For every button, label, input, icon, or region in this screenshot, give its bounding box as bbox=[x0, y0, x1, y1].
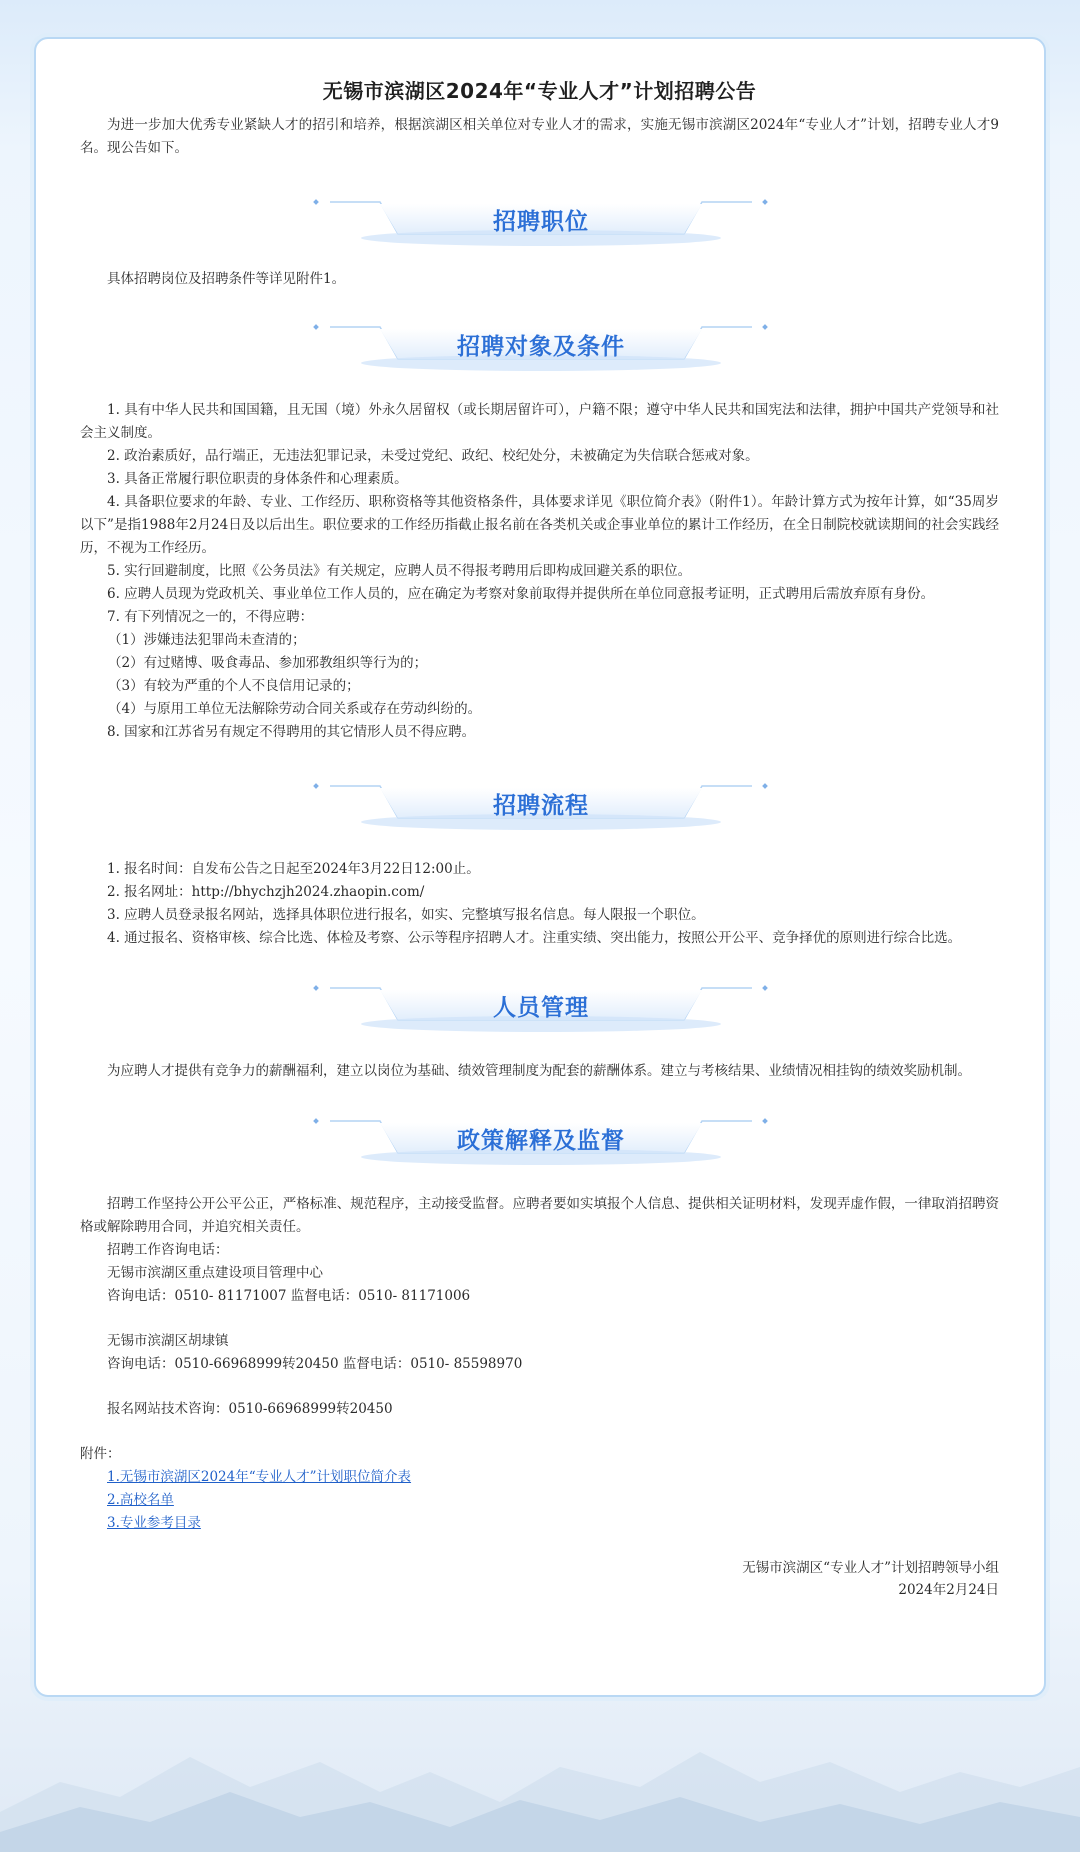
section-heading-text: 政策解释及监督 bbox=[457, 1127, 625, 1154]
management-text: 为应聘人才提供有竞争力的薪酬福利，建立以岗位为基础、绩效管理制度为配套的薪酬体系。建立与考核结果、业绩情况相挂钩的绩效奖励机制。 bbox=[107, 1063, 971, 1079]
attachments-label: 附件： bbox=[80, 1446, 121, 1462]
list-item: （3）有较为严重的个人不良信用记录的； bbox=[108, 678, 360, 694]
section-heading-text: 招聘对象及条件 bbox=[457, 333, 625, 360]
tech-support-phone: 报名网站技术咨询：0510-66968999转20450 bbox=[107, 1401, 393, 1417]
section-heading-process bbox=[80, 766, 999, 846]
signature-date: 2024年2月24日 bbox=[898, 1582, 999, 1598]
list-item: （2）有过赌博、吸食毒品、参加邪教组织等行为的； bbox=[108, 655, 428, 671]
page-title: 无锡市滨湖区2024年“专业人才”计划招聘公告 bbox=[322, 79, 757, 103]
list-item: 4. 具备职位要求的年龄、专业、工作经历、职称资格等其他资格条件，具体要求详见《职位简介表》（附件1）。年龄计算方式为按年计算，如“35周岁以下”是指1988年2月24日及以后出生。职位要求的工作经历指截止报名前在各类机关或企事业单位的累计工作经历，在全日制院校就读期间的社会实践经历，不视为工作经历。 bbox=[80, 494, 999, 556]
section-heading-policy bbox=[80, 1101, 999, 1181]
attachment-link-3[interactable]: 3.专业参考目录 bbox=[107, 1515, 201, 1531]
list-item: 2. 报名网址：http://bhychzjh2024.zhaopin.com/ bbox=[107, 884, 425, 900]
list-item: 8. 国家和江苏省另有规定不得聘用的其它情形人员不得应聘。 bbox=[107, 724, 476, 740]
list-item: 4. 通过报名、资格审核、综合比选、体检及考察、公示等程序招聘人才。注重实绩、突出能力，按照公开公平、竞争择优的原则进行综合比选。 bbox=[107, 930, 962, 946]
org2-phones: 咨询电话：0510-66968999转20450 监督电话：0510- 85598970 bbox=[107, 1356, 523, 1372]
list-item: 5. 实行回避制度，比照《公务员法》有关规定，应聘人员不得报考聘用后即构成回避关系的职位。 bbox=[107, 563, 692, 579]
conditions-list bbox=[80, 399, 999, 744]
list-item: 2. 政治素质好，品行端正，无违法犯罪记录，未受过党纪、政纪、校纪处分，未被确定为失信联合惩戒对象。 bbox=[107, 448, 759, 464]
section-heading-positions bbox=[80, 182, 999, 262]
org2-name: 无锡市滨湖区胡埭镇 bbox=[107, 1333, 229, 1349]
signature-org: 无锡市滨湖区“专业人才”计划招聘领导小组 bbox=[742, 1560, 999, 1576]
list-item: （4）与原用工单位无法解除劳动合同关系或存在劳动纠纷的。 bbox=[108, 701, 482, 717]
intro-paragraph: 为进一步加大优秀专业紧缺人才的招引和培养，根据滨湖区相关单位对专业人才的需求，实施无锡市滨湖区2024年“专业人才”计划，招聘专业人才9名。现公告如下。 bbox=[80, 117, 999, 156]
process-list bbox=[80, 858, 999, 950]
org1-name: 无锡市滨湖区重点建设项目管理中心 bbox=[107, 1265, 323, 1281]
list-item: 1. 具有中华人民共和国国籍，且无国（境）外永久居留权（或长期居留许可），户籍不限；遵守中华人民共和国宪法和法律，拥护中国共产党领导和社会主义制度。 bbox=[80, 402, 999, 441]
list-item: 3. 具备正常履行职位职责的身体条件和心理素质。 bbox=[107, 471, 408, 487]
list-item: 1. 报名时间：自发布公告之日起至2024年3月22日12:00止。 bbox=[107, 861, 480, 877]
consult-label: 招聘工作咨询电话： bbox=[107, 1242, 229, 1258]
list-item: 6. 应聘人员现为党政机关、事业单位工作人员的，应在确定为考察对象前取得并提供所在单位同意报考证明，正式聘用后需放弃原有身份。 bbox=[107, 586, 935, 602]
section-heading-text: 招聘职位 bbox=[493, 208, 589, 235]
announcement-card bbox=[34, 37, 1046, 1697]
positions-text: 具体招聘岗位及招聘条件等详见附件1。 bbox=[107, 271, 346, 287]
section-heading-conditions bbox=[80, 307, 999, 387]
attachment-link-2[interactable]: 2.高校名单 bbox=[107, 1492, 174, 1508]
org1-phones: 咨询电话：0510- 81171007 监督电话：0510- 81171006 bbox=[107, 1288, 471, 1304]
policy-block bbox=[80, 1193, 999, 1535]
section-heading-management bbox=[80, 968, 999, 1048]
section-heading-text: 招聘流程 bbox=[493, 792, 589, 819]
list-item: （1）涉嫌违法犯罪尚未查清的； bbox=[108, 632, 306, 648]
policy-text: 招聘工作坚持公开公平公正，严格标准、规范程序，主动接受监督。应聘者要如实填报个人信息、提供相关证明材料，发现弄虚作假，一律取消招聘资格或解除聘用合同，并追究相关责任。 bbox=[80, 1196, 999, 1235]
section-heading-text: 人员管理 bbox=[493, 994, 589, 1021]
list-item: 3. 应聘人员登录报名网站，选择具体职位进行报名，如实、完整填写报名信息。每人限报一个职位。 bbox=[107, 907, 705, 923]
list-item: 7. 有下列情况之一的，不得应聘： bbox=[107, 609, 314, 625]
attachment-link-1[interactable]: 1.无锡市滨湖区2024年“专业人才”计划职位简介表 bbox=[107, 1469, 412, 1485]
